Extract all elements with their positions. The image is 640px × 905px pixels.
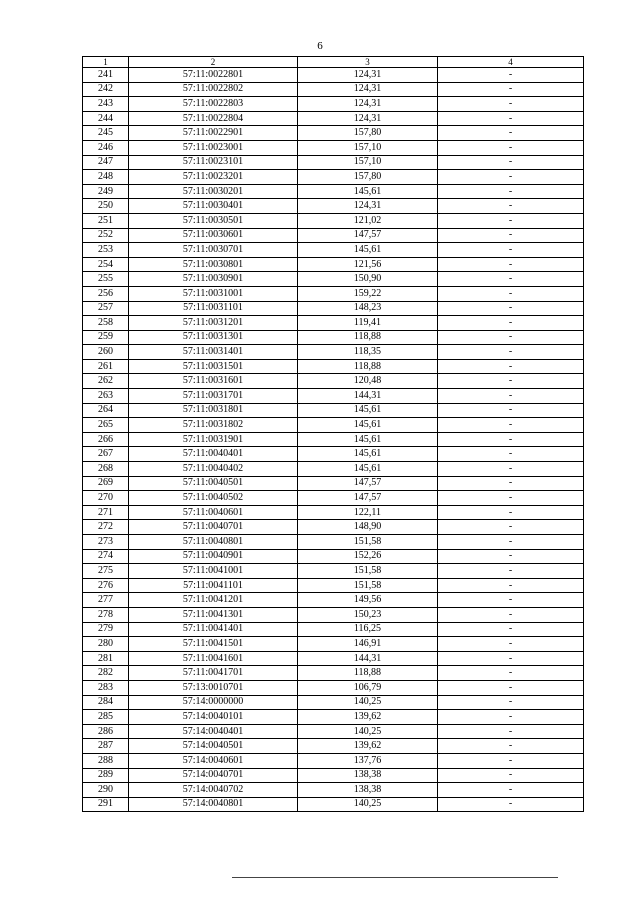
cadastral-number-cell: 57:11:0031101 (129, 301, 298, 316)
column-header-3: 3 (298, 57, 438, 68)
cadastral-number-cell: 57:11:0030201 (129, 184, 298, 199)
cadastral-number-cell: 57:11:0041101 (129, 578, 298, 593)
cadastral-number-cell: 57:11:0031901 (129, 432, 298, 447)
row-number-cell: 275 (83, 564, 129, 579)
note-cell: - (438, 593, 584, 608)
note-cell: - (438, 753, 584, 768)
value-cell: 140,25 (298, 695, 438, 710)
row-number-cell: 262 (83, 374, 129, 389)
cadastral-number-cell: 57:11:0031201 (129, 316, 298, 331)
cadastral-number-cell: 57:11:0022804 (129, 111, 298, 126)
table-row (83, 82, 584, 97)
row-number-cell: 277 (83, 593, 129, 608)
cadastral-number-cell: 57:11:0040401 (129, 447, 298, 462)
value-cell: 157,10 (298, 140, 438, 155)
note-cell: - (438, 359, 584, 374)
table-row (83, 432, 584, 447)
cadastral-number-cell: 57:11:0040601 (129, 505, 298, 520)
table-row (83, 155, 584, 170)
row-number-cell: 246 (83, 140, 129, 155)
cadastral-number-cell: 57:11:0030501 (129, 213, 298, 228)
table-row (83, 637, 584, 652)
table-row (83, 695, 584, 710)
row-number-cell: 264 (83, 403, 129, 418)
row-number-cell: 242 (83, 82, 129, 97)
table-row (83, 374, 584, 389)
value-cell: 124,31 (298, 111, 438, 126)
note-cell: - (438, 111, 584, 126)
cadastral-number-cell: 57:11:0022802 (129, 82, 298, 97)
value-cell: 148,23 (298, 301, 438, 316)
cadastral-number-cell: 57:13:0010701 (129, 680, 298, 695)
note-cell: - (438, 797, 584, 812)
value-cell: 118,88 (298, 359, 438, 374)
value-cell: 149,56 (298, 593, 438, 608)
note-cell: - (438, 301, 584, 316)
cadastral-number-cell: 57:11:0040501 (129, 476, 298, 491)
row-number-cell: 256 (83, 286, 129, 301)
cadastral-number-cell: 57:14:0040801 (129, 797, 298, 812)
table-row (83, 316, 584, 331)
note-cell: - (438, 462, 584, 477)
note-cell: - (438, 607, 584, 622)
row-number-cell: 287 (83, 739, 129, 754)
cadastral-number-cell: 57:11:0041601 (129, 651, 298, 666)
note-cell: - (438, 724, 584, 739)
cadastral-number-cell: 57:11:0023001 (129, 140, 298, 155)
note-cell: - (438, 126, 584, 141)
note-cell: - (438, 564, 584, 579)
cadastral-number-cell: 57:11:0040901 (129, 549, 298, 564)
note-cell: - (438, 184, 584, 199)
table-row (83, 330, 584, 345)
note-cell: - (438, 345, 584, 360)
value-cell: 145,61 (298, 418, 438, 433)
value-cell: 118,35 (298, 345, 438, 360)
table-body (83, 68, 584, 812)
table-row (83, 520, 584, 535)
value-cell: 150,90 (298, 272, 438, 287)
cadastral-number-cell: 57:11:0031601 (129, 374, 298, 389)
cadastral-number-cell: 57:11:0022801 (129, 68, 298, 83)
table-row (83, 418, 584, 433)
table-row (83, 607, 584, 622)
value-cell: 147,57 (298, 228, 438, 243)
note-cell: - (438, 783, 584, 798)
note-cell: - (438, 739, 584, 754)
cadastral-number-cell: 57:11:0041201 (129, 593, 298, 608)
cadastral-number-cell: 57:11:0022803 (129, 97, 298, 112)
value-cell: 124,31 (298, 68, 438, 83)
table-row (83, 447, 584, 462)
note-cell: - (438, 272, 584, 287)
value-cell: 139,62 (298, 710, 438, 725)
row-number-cell: 260 (83, 345, 129, 360)
row-number-cell: 248 (83, 170, 129, 185)
table-row (83, 578, 584, 593)
row-number-cell: 253 (83, 243, 129, 258)
row-number-cell: 267 (83, 447, 129, 462)
table-row (83, 286, 584, 301)
value-cell: 124,31 (298, 82, 438, 97)
value-cell: 145,61 (298, 462, 438, 477)
table-row (83, 724, 584, 739)
row-number-cell: 272 (83, 520, 129, 535)
table-row (83, 403, 584, 418)
row-number-cell: 288 (83, 753, 129, 768)
row-number-cell: 266 (83, 432, 129, 447)
value-cell: 137,76 (298, 753, 438, 768)
page-number: 6 (317, 40, 323, 52)
cadastral-number-cell: 57:11:0041701 (129, 666, 298, 681)
row-number-cell: 282 (83, 666, 129, 681)
table-row (83, 462, 584, 477)
table-row (83, 301, 584, 316)
note-cell: - (438, 228, 584, 243)
note-cell: - (438, 418, 584, 433)
value-cell: 147,57 (298, 476, 438, 491)
row-number-cell: 283 (83, 680, 129, 695)
value-cell: 116,25 (298, 622, 438, 637)
table-row (83, 68, 584, 83)
cadastral-number-cell: 57:14:0040101 (129, 710, 298, 725)
table-row (83, 140, 584, 155)
row-number-cell: 285 (83, 710, 129, 725)
cadastral-number-cell: 57:11:0031401 (129, 345, 298, 360)
table-row (83, 666, 584, 681)
cadastral-number-cell: 57:11:0031801 (129, 403, 298, 418)
table-row (83, 593, 584, 608)
cadastral-number-cell: 57:11:0030701 (129, 243, 298, 258)
value-cell: 124,31 (298, 199, 438, 214)
note-cell: - (438, 432, 584, 447)
value-cell: 157,80 (298, 126, 438, 141)
row-number-cell: 243 (83, 97, 129, 112)
note-cell: - (438, 97, 584, 112)
row-number-cell: 279 (83, 622, 129, 637)
table-row (83, 476, 584, 491)
row-number-cell: 284 (83, 695, 129, 710)
row-number-cell: 286 (83, 724, 129, 739)
table-row (83, 111, 584, 126)
note-cell: - (438, 710, 584, 725)
table-row (83, 739, 584, 754)
cadastral-number-cell: 57:11:0031501 (129, 359, 298, 374)
note-cell: - (438, 666, 584, 681)
note-cell: - (438, 68, 584, 83)
note-cell: - (438, 330, 584, 345)
cadastral-number-cell: 57:11:0040502 (129, 491, 298, 506)
note-cell: - (438, 578, 584, 593)
cadastral-number-cell: 57:11:0040402 (129, 462, 298, 477)
value-cell: 159,22 (298, 286, 438, 301)
value-cell: 121,56 (298, 257, 438, 272)
table-row (83, 710, 584, 725)
cadastral-number-cell: 57:11:0030801 (129, 257, 298, 272)
row-number-cell: 265 (83, 418, 129, 433)
cadastral-number-cell: 57:11:0041401 (129, 622, 298, 637)
note-cell: - (438, 403, 584, 418)
note-cell: - (438, 316, 584, 331)
row-number-cell: 258 (83, 316, 129, 331)
table-row (83, 272, 584, 287)
cadastral-number-cell: 57:11:0041301 (129, 607, 298, 622)
value-cell: 145,61 (298, 243, 438, 258)
note-cell: - (438, 374, 584, 389)
row-number-cell: 281 (83, 651, 129, 666)
cadastral-number-cell: 57:11:0041001 (129, 564, 298, 579)
row-number-cell: 255 (83, 272, 129, 287)
table-row (83, 243, 584, 258)
note-cell: - (438, 695, 584, 710)
data-table (82, 56, 584, 812)
row-number-cell: 269 (83, 476, 129, 491)
row-number-cell: 245 (83, 126, 129, 141)
cadastral-number-cell: 57:11:0040801 (129, 535, 298, 550)
value-cell: 138,38 (298, 768, 438, 783)
cadastral-number-cell: 57:11:0030901 (129, 272, 298, 287)
note-cell: - (438, 257, 584, 272)
row-number-cell: 289 (83, 768, 129, 783)
table-row (83, 359, 584, 374)
note-cell: - (438, 82, 584, 97)
row-number-cell: 271 (83, 505, 129, 520)
table-row (83, 505, 584, 520)
cadastral-number-cell: 57:11:0023201 (129, 170, 298, 185)
table-row (83, 783, 584, 798)
value-cell: 148,90 (298, 520, 438, 535)
row-number-cell: 278 (83, 607, 129, 622)
cadastral-number-cell: 57:11:0022901 (129, 126, 298, 141)
table-row (83, 345, 584, 360)
row-number-cell: 291 (83, 797, 129, 812)
row-number-cell: 244 (83, 111, 129, 126)
table-row (83, 680, 584, 695)
note-cell: - (438, 549, 584, 564)
value-cell: 150,23 (298, 607, 438, 622)
note-cell: - (438, 140, 584, 155)
value-cell: 124,31 (298, 97, 438, 112)
value-cell: 152,26 (298, 549, 438, 564)
note-cell: - (438, 651, 584, 666)
value-cell: 106,79 (298, 680, 438, 695)
cadastral-number-cell: 57:14:0040701 (129, 768, 298, 783)
cadastral-number-cell: 57:14:0040401 (129, 724, 298, 739)
table-row (83, 228, 584, 243)
row-number-cell: 276 (83, 578, 129, 593)
row-number-cell: 247 (83, 155, 129, 170)
row-number-cell: 257 (83, 301, 129, 316)
row-number-cell: 261 (83, 359, 129, 374)
table-row (83, 184, 584, 199)
note-cell: - (438, 199, 584, 214)
cadastral-number-cell: 57:11:0023101 (129, 155, 298, 170)
cadastral-number-cell: 57:11:0031001 (129, 286, 298, 301)
row-number-cell: 250 (83, 199, 129, 214)
column-header-2: 2 (129, 57, 298, 68)
note-cell: - (438, 389, 584, 404)
row-number-cell: 259 (83, 330, 129, 345)
cadastral-number-cell: 57:14:0040601 (129, 753, 298, 768)
value-cell: 118,88 (298, 666, 438, 681)
table-row (83, 170, 584, 185)
table-row (83, 564, 584, 579)
cadastral-number-cell: 57:11:0031802 (129, 418, 298, 433)
table-row (83, 213, 584, 228)
row-number-cell: 273 (83, 535, 129, 550)
value-cell: 145,61 (298, 432, 438, 447)
value-cell: 144,31 (298, 651, 438, 666)
note-cell: - (438, 447, 584, 462)
value-cell: 151,58 (298, 564, 438, 579)
row-number-cell: 263 (83, 389, 129, 404)
table-row (83, 622, 584, 637)
row-number-cell: 280 (83, 637, 129, 652)
note-cell: - (438, 637, 584, 652)
cadastral-number-cell: 57:14:0000000 (129, 695, 298, 710)
note-cell: - (438, 768, 584, 783)
row-number-cell: 251 (83, 213, 129, 228)
row-number-cell: 268 (83, 462, 129, 477)
value-cell: 151,58 (298, 535, 438, 550)
table-row (83, 257, 584, 272)
cadastral-number-cell: 57:11:0041501 (129, 637, 298, 652)
table-row (83, 199, 584, 214)
note-cell: - (438, 286, 584, 301)
note-cell: - (438, 622, 584, 637)
value-cell: 140,25 (298, 797, 438, 812)
value-cell: 146,91 (298, 637, 438, 652)
value-cell: 151,58 (298, 578, 438, 593)
note-cell: - (438, 213, 584, 228)
row-number-cell: 252 (83, 228, 129, 243)
table-row (83, 389, 584, 404)
value-cell: 144,31 (298, 389, 438, 404)
column-header-4: 4 (438, 57, 584, 68)
row-number-cell: 249 (83, 184, 129, 199)
note-cell: - (438, 505, 584, 520)
value-cell: 122,11 (298, 505, 438, 520)
note-cell: - (438, 476, 584, 491)
cadastral-number-cell: 57:14:0040702 (129, 783, 298, 798)
table-row (83, 97, 584, 112)
note-cell: - (438, 680, 584, 695)
value-cell: 157,10 (298, 155, 438, 170)
footer-divider (232, 877, 558, 878)
note-cell: - (438, 535, 584, 550)
table-row (83, 797, 584, 812)
value-cell: 120,48 (298, 374, 438, 389)
note-cell: - (438, 170, 584, 185)
value-cell: 147,57 (298, 491, 438, 506)
cadastral-number-cell: 57:14:0040501 (129, 739, 298, 754)
value-cell: 119,41 (298, 316, 438, 331)
cadastral-number-cell: 57:11:0040701 (129, 520, 298, 535)
value-cell: 138,38 (298, 783, 438, 798)
value-cell: 157,80 (298, 170, 438, 185)
note-cell: - (438, 243, 584, 258)
row-number-cell: 241 (83, 68, 129, 83)
value-cell: 140,25 (298, 724, 438, 739)
column-header-1: 1 (83, 57, 129, 68)
table-row (83, 126, 584, 141)
cadastral-number-cell: 57:11:0031301 (129, 330, 298, 345)
table-row (83, 491, 584, 506)
row-number-cell: 290 (83, 783, 129, 798)
table-header-row (83, 57, 584, 68)
table-row (83, 651, 584, 666)
value-cell: 145,61 (298, 184, 438, 199)
note-cell: - (438, 155, 584, 170)
row-number-cell: 254 (83, 257, 129, 272)
row-number-cell: 274 (83, 549, 129, 564)
note-cell: - (438, 520, 584, 535)
table-row (83, 768, 584, 783)
value-cell: 145,61 (298, 447, 438, 462)
value-cell: 118,88 (298, 330, 438, 345)
table-row (83, 535, 584, 550)
value-cell: 145,61 (298, 403, 438, 418)
value-cell: 139,62 (298, 739, 438, 754)
value-cell: 121,02 (298, 213, 438, 228)
table-row (83, 753, 584, 768)
cadastral-number-cell: 57:11:0031701 (129, 389, 298, 404)
note-cell: - (438, 491, 584, 506)
cadastral-number-cell: 57:11:0030401 (129, 199, 298, 214)
cadastral-number-cell: 57:11:0030601 (129, 228, 298, 243)
row-number-cell: 270 (83, 491, 129, 506)
table-row (83, 549, 584, 564)
